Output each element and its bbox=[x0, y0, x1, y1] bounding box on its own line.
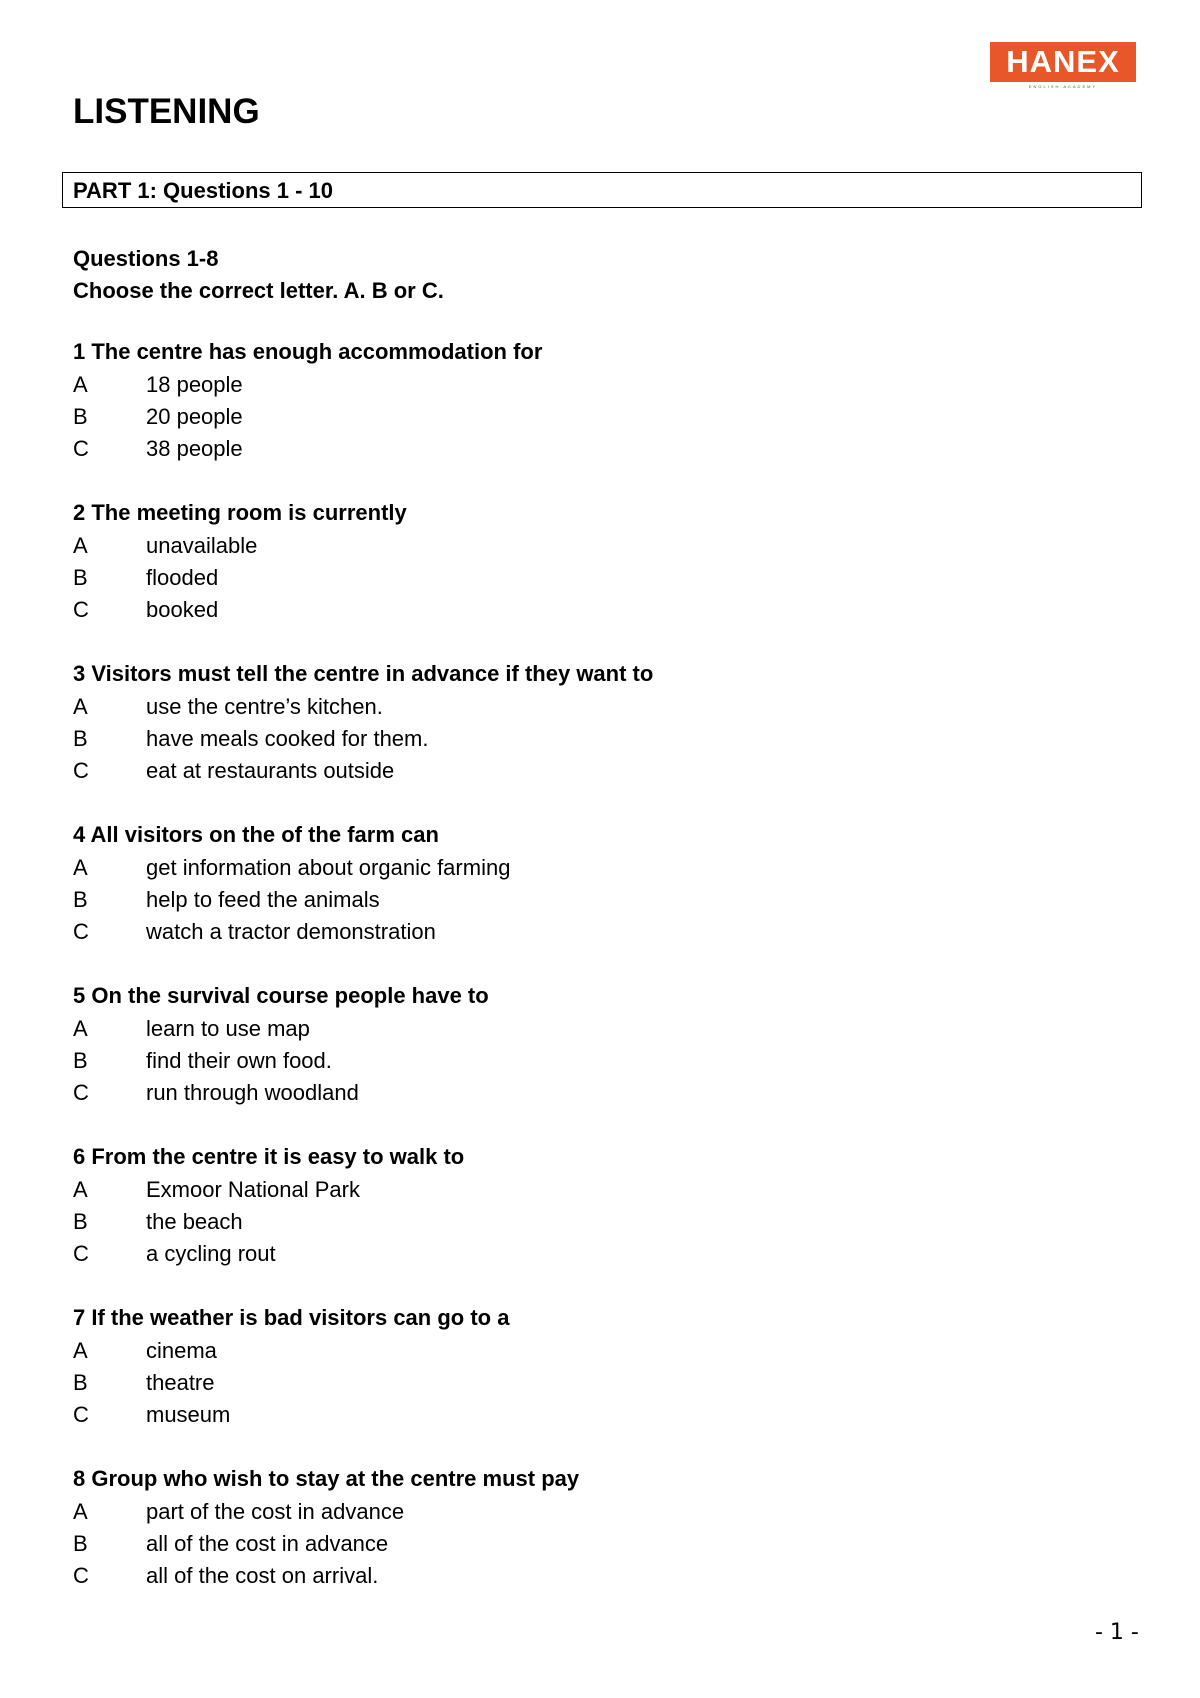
option-text: part of the cost in advance bbox=[146, 1499, 405, 1524]
option-text: help to feed the animals bbox=[146, 887, 380, 912]
question-stem: 4 All visitors on the of the farm can bbox=[73, 822, 439, 847]
question-stem: 2 The meeting room is currently bbox=[73, 500, 407, 525]
option-c bbox=[73, 1399, 1133, 1431]
question-6 bbox=[73, 1140, 1133, 1301]
option-text: the beach bbox=[146, 1209, 243, 1234]
part-header-box bbox=[62, 172, 1142, 208]
option-letter: C bbox=[73, 1080, 89, 1105]
option-text: 38 people bbox=[146, 436, 243, 461]
option-text: a cycling rout bbox=[146, 1241, 276, 1266]
option-text: cinema bbox=[146, 1338, 217, 1363]
option-b bbox=[73, 1528, 1133, 1560]
option-letter: C bbox=[73, 597, 89, 622]
option-letter: C bbox=[73, 1563, 89, 1588]
option-b bbox=[73, 1367, 1133, 1399]
option-text: unavailable bbox=[146, 533, 258, 558]
page-title: LISTENING bbox=[73, 92, 260, 131]
option-letter: B bbox=[73, 1531, 88, 1556]
option-c bbox=[73, 1238, 1133, 1270]
option-text: Exmoor National Park bbox=[146, 1177, 360, 1202]
question-stem: 1 The centre has enough accommodation for bbox=[73, 339, 543, 364]
option-letter: A bbox=[73, 372, 88, 397]
section-header bbox=[73, 243, 444, 307]
option-b bbox=[73, 562, 1133, 594]
question-4 bbox=[73, 818, 1133, 979]
option-letter: A bbox=[73, 694, 88, 719]
logo-text: HANEX bbox=[1006, 44, 1120, 79]
option-text: use the centre’s kitchen. bbox=[146, 694, 383, 719]
option-letter: B bbox=[73, 1209, 88, 1234]
option-b bbox=[73, 1045, 1133, 1077]
option-a bbox=[73, 1013, 1133, 1045]
option-letter: B bbox=[73, 1048, 88, 1073]
option-text: have meals cooked for them. bbox=[146, 726, 429, 751]
question-3 bbox=[73, 657, 1133, 818]
option-text: find their own food. bbox=[146, 1048, 332, 1073]
section-instruction: Choose the correct letter. A. B or C. bbox=[73, 278, 444, 303]
option-a bbox=[73, 1174, 1133, 1206]
option-letter: C bbox=[73, 758, 89, 783]
option-a bbox=[73, 530, 1133, 562]
option-b bbox=[73, 401, 1133, 433]
option-a bbox=[73, 1496, 1133, 1528]
hanex-logo bbox=[990, 42, 1136, 92]
option-letter: C bbox=[73, 1402, 89, 1427]
option-c bbox=[73, 433, 1133, 465]
option-letter: C bbox=[73, 436, 89, 461]
option-text: run through woodland bbox=[146, 1080, 359, 1105]
option-text: get information about organic farming bbox=[146, 855, 511, 880]
option-letter: B bbox=[73, 404, 88, 429]
question-7 bbox=[73, 1301, 1133, 1462]
question-5 bbox=[73, 979, 1133, 1140]
option-c bbox=[73, 916, 1133, 948]
option-b bbox=[73, 1206, 1133, 1238]
question-8 bbox=[73, 1462, 1133, 1623]
part-title: PART 1: Questions 1 - 10 bbox=[73, 178, 333, 203]
option-text: 20 people bbox=[146, 404, 243, 429]
option-letter: A bbox=[73, 1338, 88, 1363]
option-c bbox=[73, 594, 1133, 626]
option-letter: A bbox=[73, 1499, 88, 1524]
section-heading: Questions 1-8 bbox=[73, 246, 219, 271]
option-text: theatre bbox=[146, 1370, 215, 1395]
option-text: flooded bbox=[146, 565, 219, 590]
option-letter: C bbox=[73, 919, 89, 944]
option-letter: A bbox=[73, 533, 88, 558]
option-letter: A bbox=[73, 855, 88, 880]
option-c bbox=[73, 1560, 1133, 1592]
option-text: 18 people bbox=[146, 372, 243, 397]
option-text: eat at restaurants outside bbox=[146, 758, 395, 783]
option-letter: C bbox=[73, 1241, 89, 1266]
option-letter: B bbox=[73, 726, 88, 751]
option-b bbox=[73, 884, 1133, 916]
question-stem: 8 Group who wish to stay at the centre must pay bbox=[73, 1466, 580, 1491]
option-c bbox=[73, 755, 1133, 787]
option-c bbox=[73, 1077, 1133, 1109]
option-a bbox=[73, 1335, 1133, 1367]
option-a bbox=[73, 852, 1133, 884]
option-text: learn to use map bbox=[146, 1016, 310, 1041]
question-1 bbox=[73, 335, 1133, 496]
logo-subtext: ENGLISH ACADEMY bbox=[1028, 84, 1098, 89]
question-2 bbox=[73, 496, 1133, 657]
question-stem: 5 On the survival course people have to bbox=[73, 983, 489, 1008]
option-letter: B bbox=[73, 1370, 88, 1395]
option-text: watch a tractor demonstration bbox=[146, 919, 436, 944]
question-stem: 3 Visitors must tell the centre in advance if they want to bbox=[73, 661, 654, 686]
option-text: all of the cost in advance bbox=[146, 1531, 389, 1556]
option-letter: B bbox=[73, 565, 88, 590]
option-letter: A bbox=[73, 1177, 88, 1202]
option-a bbox=[73, 369, 1133, 401]
question-stem: 6 From the centre it is easy to walk to bbox=[73, 1144, 465, 1169]
option-b bbox=[73, 723, 1133, 755]
option-a bbox=[73, 691, 1133, 723]
question-stem: 7 If the weather is bad visitors can go to a bbox=[73, 1305, 510, 1330]
page-number: - 1 - bbox=[1095, 1620, 1139, 1645]
option-text: booked bbox=[146, 597, 219, 622]
option-letter: B bbox=[73, 887, 88, 912]
option-letter: A bbox=[73, 1016, 88, 1041]
option-text: all of the cost on arrival. bbox=[146, 1563, 379, 1588]
option-text: museum bbox=[146, 1402, 231, 1427]
question-list bbox=[73, 335, 1133, 1623]
